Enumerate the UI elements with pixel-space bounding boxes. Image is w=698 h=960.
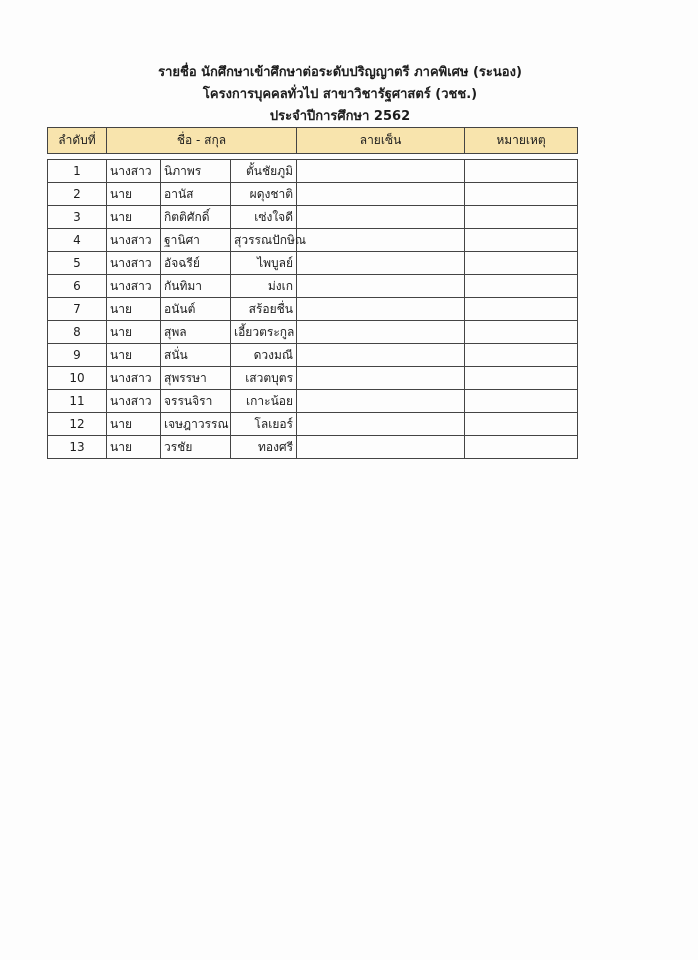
signature-cell	[297, 344, 465, 367]
name-prefix: นาย	[107, 206, 161, 229]
table-body	[48, 160, 578, 459]
first-name: กันทิมา	[161, 275, 231, 298]
row-number: 12	[48, 413, 107, 436]
table-row	[48, 206, 578, 229]
signature-cell	[297, 229, 465, 252]
remark-cell	[465, 160, 578, 183]
first-name: กิตติศักดิ์	[161, 206, 231, 229]
header-signature: ลายเซ็น	[297, 128, 465, 154]
last-name: ไพบูลย์	[231, 252, 297, 275]
row-number: 5	[48, 252, 107, 275]
table-row	[48, 436, 578, 459]
row-number: 11	[48, 390, 107, 413]
signature-cell	[297, 252, 465, 275]
table-row	[48, 321, 578, 344]
header-full-name: ชื่อ - สกุล	[107, 128, 297, 154]
first-name: วรชัย	[161, 436, 231, 459]
last-name: เอี้ยวตระกูล	[231, 321, 297, 344]
signature-cell	[297, 367, 465, 390]
remark-cell	[465, 367, 578, 390]
remark-cell	[465, 229, 578, 252]
row-number: 9	[48, 344, 107, 367]
remark-cell	[465, 321, 578, 344]
first-name: อัจฉรีย์	[161, 252, 231, 275]
last-name: สุวรรณปักษิณ	[231, 229, 297, 252]
remark-cell	[465, 275, 578, 298]
name-prefix: นาย	[107, 413, 161, 436]
table-row	[48, 367, 578, 390]
row-number: 4	[48, 229, 107, 252]
first-name: เจษฎาวรรณ	[161, 413, 231, 436]
table-row	[48, 344, 578, 367]
document-title: รายชื่อ นักศึกษาเข้าศึกษาต่อระดับปริญญาตรี ภาคพิเศษ (ระนอง)	[158, 65, 522, 80]
first-name: นิภาพร	[161, 160, 231, 183]
row-number: 8	[48, 321, 107, 344]
remark-cell	[465, 206, 578, 229]
name-prefix: นาย	[107, 183, 161, 206]
table-row	[48, 229, 578, 252]
document-subtitle-program: โครงการบุคคลทั่วไป สาขาวิชารัฐศาสตร์ (วชช.)	[202, 87, 478, 102]
signature-cell	[297, 436, 465, 459]
last-name: เสวตบุตร	[231, 367, 297, 390]
remark-cell	[465, 390, 578, 413]
table-row	[48, 298, 578, 321]
name-prefix: นางสาว	[107, 160, 161, 183]
last-name: เกาะน้อย	[231, 390, 297, 413]
document-title-block	[40, 62, 640, 128]
name-prefix: นางสาว	[107, 390, 161, 413]
first-name: อนันต์	[161, 298, 231, 321]
remark-cell	[465, 298, 578, 321]
name-prefix: นางสาว	[107, 367, 161, 390]
name-prefix: นาย	[107, 321, 161, 344]
first-name: อานัส	[161, 183, 231, 206]
table-row	[48, 275, 578, 298]
row-number: 7	[48, 298, 107, 321]
header-remark: หมายเหตุ	[465, 128, 578, 154]
name-prefix: นาย	[107, 436, 161, 459]
row-number: 6	[48, 275, 107, 298]
last-name: สร้อยชื่น	[231, 298, 297, 321]
table-header-row	[48, 128, 578, 154]
last-name: ดวงมณี	[231, 344, 297, 367]
table-row	[48, 183, 578, 206]
last-name: โลเยอร์	[231, 413, 297, 436]
name-prefix: นางสาว	[107, 275, 161, 298]
signature-cell	[297, 206, 465, 229]
last-name: ทองศรี	[231, 436, 297, 459]
first-name: สนั่น	[161, 344, 231, 367]
last-name: ตั้นชัยภูมิ	[231, 160, 297, 183]
last-name: ผดุงชาติ	[231, 183, 297, 206]
table-row	[48, 252, 578, 275]
name-prefix: นางสาว	[107, 252, 161, 275]
remark-cell	[465, 183, 578, 206]
row-number: 2	[48, 183, 107, 206]
document-subtitle-year: ประจำปีการศึกษา 2562	[269, 109, 411, 124]
signature-cell	[297, 275, 465, 298]
row-number: 10	[48, 367, 107, 390]
signature-cell	[297, 183, 465, 206]
name-prefix: นาย	[107, 298, 161, 321]
remark-cell	[465, 436, 578, 459]
last-name: ม่งเก	[231, 275, 297, 298]
first-name: ฐานิศา	[161, 229, 231, 252]
remark-cell	[465, 252, 578, 275]
signature-cell	[297, 321, 465, 344]
row-number: 3	[48, 206, 107, 229]
header-order-number: ลำดับที่	[48, 128, 107, 154]
table-row	[48, 160, 578, 183]
remark-cell	[465, 344, 578, 367]
signature-cell	[297, 298, 465, 321]
row-number: 1	[48, 160, 107, 183]
student-roster-table	[47, 127, 578, 459]
first-name: จรรนจิรา	[161, 390, 231, 413]
signature-cell	[297, 160, 465, 183]
row-number: 13	[48, 436, 107, 459]
first-name: สุพล	[161, 321, 231, 344]
name-prefix: นางสาว	[107, 229, 161, 252]
table-row	[48, 390, 578, 413]
first-name: สุพรรษา	[161, 367, 231, 390]
signature-cell	[297, 390, 465, 413]
table-row	[48, 413, 578, 436]
signature-cell	[297, 413, 465, 436]
last-name: เซ่งใจดี	[231, 206, 297, 229]
name-prefix: นาย	[107, 344, 161, 367]
remark-cell	[465, 413, 578, 436]
